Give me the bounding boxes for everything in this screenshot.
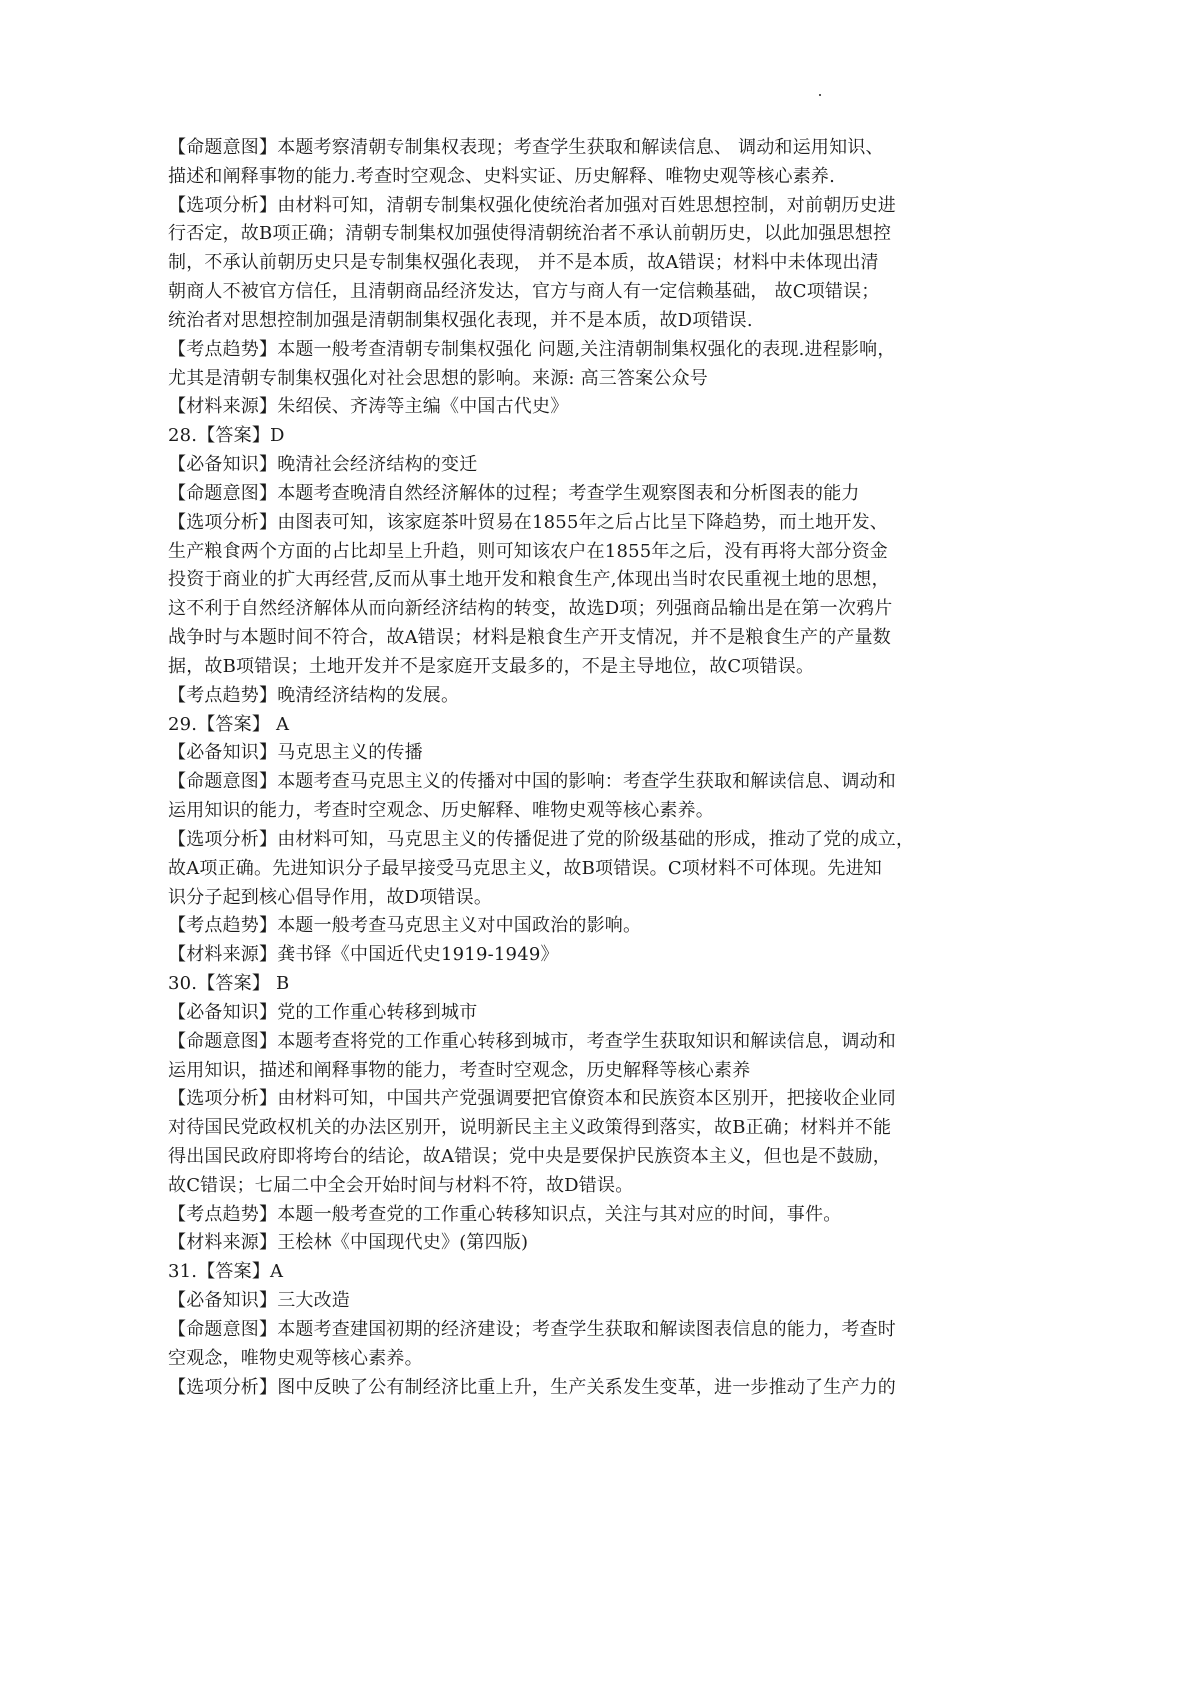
text-line: 28.【答案】D: [168, 425, 285, 447]
text-line: 空观念，唯物史观等核心素养。: [168, 1347, 423, 1369]
text-line: 【必备知识】三大改造: [168, 1290, 350, 1312]
text-line: 【命题意图】本题考查将党的工作重心转移到城市，考查学生获取知识和解读信息，调动和: [168, 1030, 896, 1052]
text-line: 【材料来源】朱绍侯、齐涛等主编《中国古代史》: [168, 396, 569, 418]
answer-analysis-text: [168, 134, 958, 1402]
text-line: 【考点趋势】晚清经济结构的发展。: [168, 684, 460, 706]
text-line: 故C错误；七届二中全会开始时间与材料不符，故D错误。: [168, 1174, 634, 1196]
text-line: 29.【答案】 A: [168, 713, 290, 735]
text-line: 31.【答案】A: [168, 1261, 284, 1283]
text-line: 【考点趋势】本题一般考查马克思主义对中国政治的影响。: [168, 915, 642, 937]
text-line: 【选项分析】由图表可知，该家庭茶叶贸易在1855年之后占比呈下降趋势，而土地开发、: [168, 511, 889, 533]
text-line: 【材料来源】王桧林《中国现代史》(第四版): [168, 1232, 529, 1254]
text-line: 【命题意图】本题考查马克思主义的传播对中国的影响：考查学生获取和解读信息、调动和: [168, 771, 896, 793]
page-speck: [819, 94, 821, 96]
text-line: 【选项分析】由材料可知，清朝专制集权强化使统治者加强对百姓思想控制，对前朝历史进: [168, 194, 896, 216]
text-line: 【必备知识】党的工作重心转移到城市: [168, 1001, 478, 1023]
text-line: 统治者对思想控制加强是清朝制集权强化表现，并不是本质，故D项错误.: [168, 309, 753, 331]
text-line: 【选项分析】图中反映了公有制经济比重上升，生产关系发生变革，进一步推动了生产力的: [168, 1376, 896, 1398]
text-line: 生产粮食两个方面的占比却呈上升趋，则可知该农户在1855年之后，没有再将大部分资金: [168, 540, 889, 562]
text-line: 得出国民政府即将垮台的结论，故A错误；党中央是要保护民族资本主义，但也是不鼓励，: [168, 1145, 891, 1167]
text-line: 【命题意图】本题考查建国初期的经济建设；考查学生获取和解读图表信息的能力，考查时: [168, 1318, 896, 1340]
text-line: 制，不承认前朝历史只是专制集权强化表现， 并不是本质，故A错误；材料中未体现出清: [168, 252, 879, 274]
text-line: 据，故B项错误；土地开发并不是家庭开支最多的，不是主导地位，故C项错误。: [168, 655, 815, 677]
text-line: 行否定，故B项正确；清朝专制集权加强使得清朝统治者不承认前朝历史，以此加强思想控: [168, 223, 892, 245]
text-line: 运用知识，描述和阐释事物的能力，考查时空观念，历史解释等核心素养: [168, 1059, 751, 1081]
text-line: 识分子起到核心倡导作用，故D项错误。: [168, 886, 493, 908]
text-line: 【必备知识】晚清社会经济结构的变迁: [168, 454, 478, 476]
text-line: 【命题意图】本题考察清朝专制集权表现；考查学生获取和解读信息、 调动和运用知识、: [168, 137, 884, 158]
text-line: 战争时与本题时间不符合，故A错误；材料是粮食生产开支情况，并不是粮食生产的产量数: [168, 627, 891, 649]
text-line: 故A项正确。先进知识分子最早接受马克思主义，故B项错误。C项材料不可体现。先进知: [168, 857, 882, 879]
text-line: 描述和阐释事物的能力.考查时空观念、史料实证、历史解释、唯物史观等核心素养.: [168, 165, 836, 187]
text-line: 这不利于自然经济解体从而向新经济结构的转变，故选D项；列强商品输出是在第一次鸦片: [168, 598, 893, 620]
text-line: 朝商人不被官方信任，且清朝商品经济发达，官方与商人有一定信赖基础， 故C项错误；: [168, 281, 880, 303]
text-line: 30.【答案】 B: [168, 973, 290, 995]
text-line: 投资于商业的扩大再经营,反而从事土地开发和粮食生产,体现出当时农民重视土地的思想，: [168, 569, 890, 591]
text-line: 尤其是清朝专制集权强化对社会思想的影响。来源: 高三答案公众号: [168, 367, 708, 389]
text-line: 【考点趋势】本题一般考查党的工作重心转移知识点，关注与其对应的时间，事件。: [168, 1203, 842, 1225]
text-line: 【材料来源】龚书铎《中国近代史1919-1949》: [168, 944, 559, 966]
text-line: 运用知识的能力，考查时空观念、历史解释、唯物史观等核心素养。: [168, 800, 714, 822]
text-line: 对待国民党政权机关的办法区别开，说明新民主主义政策得到落实，故B正确；材料并不能: [168, 1117, 892, 1139]
text-line: 【选项分析】由材料可知，马克思主义的传播促进了党的阶级基础的形成，推动了党的成立，: [168, 828, 915, 850]
text-line: 【考点趋势】本题一般考查清朝专制集权强化 问题,关注清朝制集权强化的表现.进程影响，: [168, 338, 896, 360]
text-line: 【选项分析】由材料可知，中国共产党强调要把官僚资本和民族资本区别开，把接收企业同: [168, 1088, 896, 1110]
text-line: 【必备知识】马克思主义的传播: [168, 742, 423, 764]
text-line: 【命题意图】本题考查晚清自然经济解体的过程；考查学生观察图表和分析图表的能力: [168, 482, 860, 504]
